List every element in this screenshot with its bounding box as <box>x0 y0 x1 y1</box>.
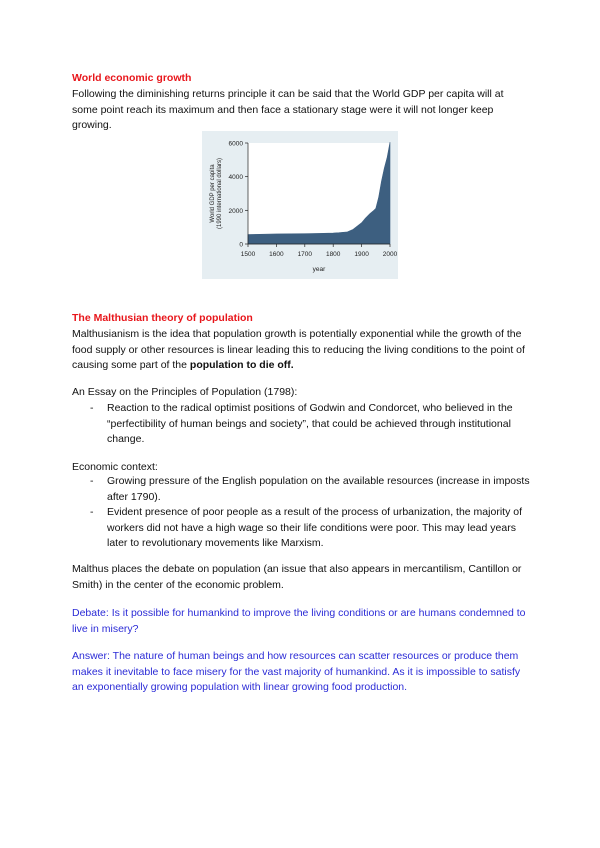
y-tick-label: 2000 <box>228 207 243 215</box>
list-item: - Growing pressure of the English population on the available resources (increase in imposts after 1790). <box>72 474 532 505</box>
y-axis-title: World GDP per capita <box>210 164 216 223</box>
heading-malthusian-theory: The Malthusian theory of population <box>72 312 253 324</box>
gdp-chart-svg <box>202 131 398 279</box>
paragraph-malthusianism-bold: population to die off. <box>189 359 294 371</box>
essay-list <box>72 401 532 448</box>
gdp-chart <box>202 131 398 279</box>
paragraph-malthusianism-text: Malthusianism is the idea that population growth is potentially exponential while the growth of the food supply or other resources is linear leading this to reducing the living conditions to the point of causing some part of the <box>72 328 525 371</box>
y-tick-label: 4000 <box>228 174 243 182</box>
x-tick-label: 1500 <box>240 251 256 258</box>
list-item: - Evident presence of poor people as a result of the process of urbanization, the majority of workers did not have a high wage so their life conditions were poor. This may lead years later to revolutionary movements like Marxism. <box>72 505 532 552</box>
paragraph-diminishing-returns: Following the diminishing returns principle it can be said that the World GDP per capita will at some point reach its maximum and then face a stationary stage were it will not longer keep growing. <box>72 88 504 131</box>
y-axis-title-units: (1990 international dollars) <box>217 157 223 230</box>
x-axis-title: year <box>312 266 326 273</box>
x-tick-label: 1800 <box>325 251 341 258</box>
context-title: Economic context: <box>72 461 158 473</box>
x-tick-label: 1900 <box>354 251 369 258</box>
debate-question: Debate: Is it possible for humankind to improve the living conditions or are humans condemned to live in misery? <box>72 607 526 635</box>
answer-paragraph: Answer: The nature of human beings and how resources can scatter resources or produce them makes it inevitable to face misery for the vast majority of humankind. As it is impossible to satisfy an exponentially growing population with linear growing food production. <box>72 650 521 693</box>
x-tick-label: 2000 <box>382 251 398 258</box>
paragraph-malthusianism <box>72 327 532 374</box>
x-tick-label: 1600 <box>269 251 284 258</box>
context-list <box>72 474 532 552</box>
paragraph-malthus-debate: Malthus places the debate on population (an issue that also appears in mercantilism, Cantillon or Smith) in the center of the economic problem. <box>72 563 522 591</box>
x-tick-label: 1700 <box>297 251 313 258</box>
list-item: - Reaction to the radical optimist positions of Godwin and Condorcet, who believed in the “perfectibility of human beings and society”, that could be achieved through institutional change. <box>72 401 532 448</box>
essay-title: An Essay on the Principles of Population (1798): <box>72 386 298 398</box>
heading-world-economic-growth: World economic growth <box>72 72 192 84</box>
y-tick-label: 0 <box>239 241 243 249</box>
y-tick-label: 6000 <box>228 140 243 148</box>
